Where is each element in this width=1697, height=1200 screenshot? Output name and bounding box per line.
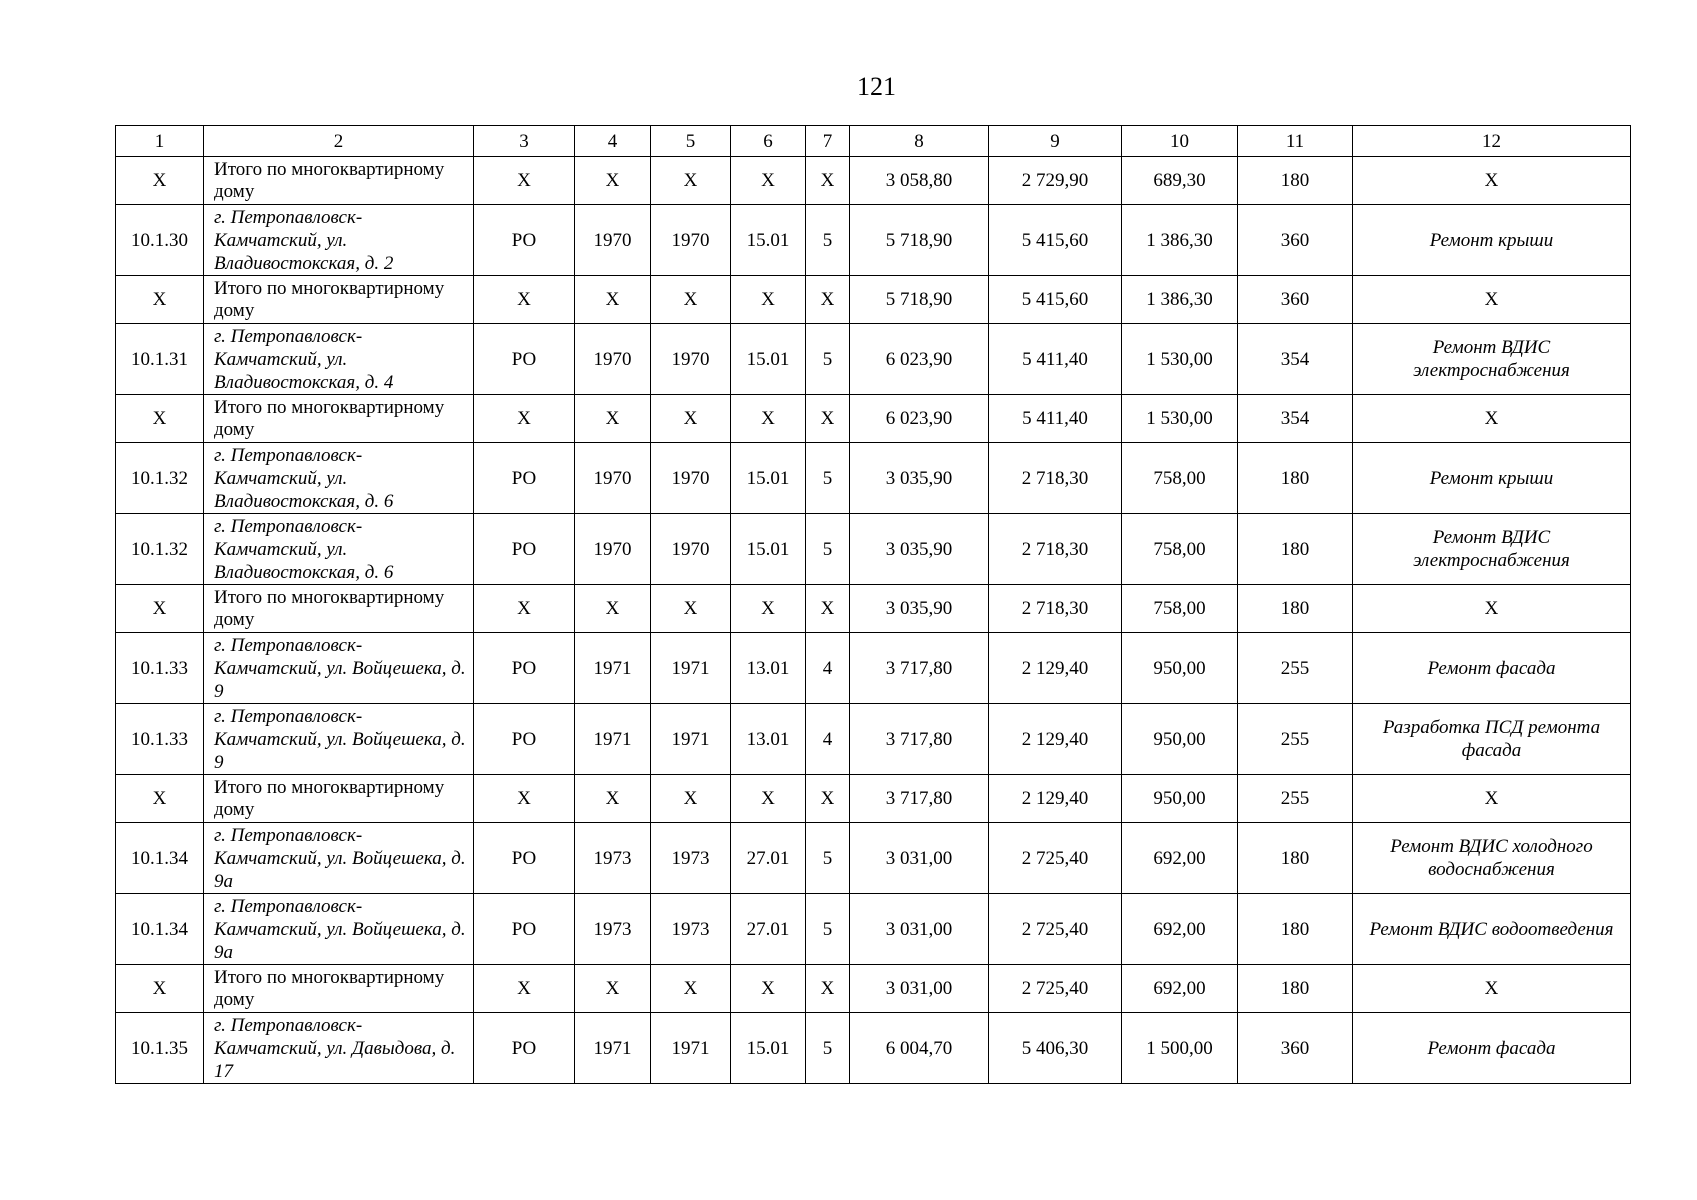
- item-number: 10.1.33: [116, 633, 204, 704]
- total-area: 6 004,70: [850, 1013, 989, 1084]
- table-row: [116, 514, 1631, 585]
- total-area: 3 035,90: [850, 585, 989, 633]
- address: г. Петропавловск-Камчатский, ул. Войцешека, д. 9: [204, 704, 474, 775]
- owner-type: РО: [474, 205, 575, 276]
- cost: 758,00: [1122, 443, 1238, 514]
- commission-year: 1971: [651, 704, 731, 775]
- build-year: X: [575, 965, 651, 1013]
- owner-type: РО: [474, 823, 575, 894]
- table-row: [116, 894, 1631, 965]
- column-header: 7: [806, 126, 850, 157]
- column-header: 1: [116, 126, 204, 157]
- living-area: 2 129,40: [989, 704, 1122, 775]
- total-label: Итого по многоквартирному дому: [204, 395, 474, 443]
- floors: 4: [806, 704, 850, 775]
- build-year: X: [575, 395, 651, 443]
- item-number: X: [116, 157, 204, 205]
- column-number-row: [116, 126, 1631, 157]
- table-row: [116, 324, 1631, 395]
- work-type: X: [1353, 276, 1631, 324]
- item-number: 10.1.31: [116, 324, 204, 395]
- owner-type: РО: [474, 324, 575, 395]
- wear-date: X: [731, 965, 806, 1013]
- wear-date: 27.01: [731, 894, 806, 965]
- floors: X: [806, 965, 850, 1013]
- build-year: 1970: [575, 205, 651, 276]
- cost: 758,00: [1122, 514, 1238, 585]
- living-area: 5 411,40: [989, 324, 1122, 395]
- build-year: 1973: [575, 894, 651, 965]
- commission-year: X: [651, 395, 731, 443]
- owner-type: X: [474, 395, 575, 443]
- cost: 689,30: [1122, 157, 1238, 205]
- living-area: 5 415,60: [989, 276, 1122, 324]
- address: г. Петропавловск-Камчатский, ул. Давыдова, д. 17: [204, 1013, 474, 1084]
- commission-year: 1973: [651, 894, 731, 965]
- total-area: 3 031,00: [850, 894, 989, 965]
- table-body: [116, 126, 1631, 1084]
- cost: 1 530,00: [1122, 395, 1238, 443]
- owner-type: РО: [474, 633, 575, 704]
- floors: 5: [806, 324, 850, 395]
- item-number: 10.1.35: [116, 1013, 204, 1084]
- living-area: 5 406,30: [989, 1013, 1122, 1084]
- build-year: 1971: [575, 1013, 651, 1084]
- living-area: 2 718,30: [989, 443, 1122, 514]
- cost: 950,00: [1122, 633, 1238, 704]
- item-number: 10.1.30: [116, 205, 204, 276]
- build-year: 1970: [575, 324, 651, 395]
- wear-date: 15.01: [731, 443, 806, 514]
- duration: 255: [1238, 775, 1353, 823]
- floors: X: [806, 585, 850, 633]
- wear-date: X: [731, 395, 806, 443]
- total-row: [116, 157, 1631, 205]
- total-area: 3 717,80: [850, 704, 989, 775]
- total-label: Итого по многоквартирному дому: [204, 585, 474, 633]
- living-area: 2 129,40: [989, 775, 1122, 823]
- owner-type: X: [474, 276, 575, 324]
- cost: 950,00: [1122, 775, 1238, 823]
- cost: 692,00: [1122, 965, 1238, 1013]
- owner-type: РО: [474, 514, 575, 585]
- commission-year: X: [651, 585, 731, 633]
- total-area: 3 717,80: [850, 633, 989, 704]
- total-label: Итого по многоквартирному дому: [204, 775, 474, 823]
- wear-date: 15.01: [731, 324, 806, 395]
- floors: X: [806, 276, 850, 324]
- duration: 360: [1238, 276, 1353, 324]
- column-header: 12: [1353, 126, 1631, 157]
- work-type: Ремонт фасада: [1353, 633, 1631, 704]
- duration: 354: [1238, 395, 1353, 443]
- duration: 180: [1238, 585, 1353, 633]
- total-area: 3 035,90: [850, 443, 989, 514]
- duration: 180: [1238, 823, 1353, 894]
- duration: 255: [1238, 704, 1353, 775]
- work-type: Ремонт ВДИС электроснабжения: [1353, 324, 1631, 395]
- cost: 950,00: [1122, 704, 1238, 775]
- column-header: 6: [731, 126, 806, 157]
- work-type: X: [1353, 157, 1631, 205]
- floors: X: [806, 395, 850, 443]
- total-label: Итого по многоквартирному дому: [204, 276, 474, 324]
- living-area: 5 415,60: [989, 205, 1122, 276]
- item-number: X: [116, 775, 204, 823]
- wear-date: 13.01: [731, 704, 806, 775]
- work-type: X: [1353, 585, 1631, 633]
- table-row: [116, 633, 1631, 704]
- build-year: X: [575, 585, 651, 633]
- item-number: 10.1.32: [116, 514, 204, 585]
- floors: 5: [806, 443, 850, 514]
- item-number: X: [116, 965, 204, 1013]
- item-number: 10.1.34: [116, 894, 204, 965]
- living-area: 2 725,40: [989, 965, 1122, 1013]
- wear-date: 15.01: [731, 205, 806, 276]
- table-row: [116, 823, 1631, 894]
- total-area: 6 023,90: [850, 324, 989, 395]
- owner-type: X: [474, 157, 575, 205]
- table-row: [116, 443, 1631, 514]
- total-label: Итого по многоквартирному дому: [204, 157, 474, 205]
- commission-year: 1971: [651, 633, 731, 704]
- total-area: 5 718,90: [850, 276, 989, 324]
- address: г. Петропавловск-Камчатский, ул. Войцешека, д. 9а: [204, 894, 474, 965]
- floors: 5: [806, 823, 850, 894]
- total-row: [116, 276, 1631, 324]
- address: г. Петропавловск-Камчатский, ул. Войцешека, д. 9а: [204, 823, 474, 894]
- total-area: 3 717,80: [850, 775, 989, 823]
- wear-date: X: [731, 585, 806, 633]
- address: г. Петропавловск-Камчатский, ул. Владивостокская, д. 4: [204, 324, 474, 395]
- address: г. Петропавловск-Камчатский, ул. Владивостокская, д. 6: [204, 443, 474, 514]
- build-year: 1970: [575, 514, 651, 585]
- duration: 180: [1238, 894, 1353, 965]
- duration: 360: [1238, 205, 1353, 276]
- total-area: 3 031,00: [850, 823, 989, 894]
- total-area: 5 718,90: [850, 205, 989, 276]
- total-label: Итого по многоквартирному дому: [204, 965, 474, 1013]
- owner-type: X: [474, 965, 575, 1013]
- cost: 1 386,30: [1122, 276, 1238, 324]
- wear-date: 15.01: [731, 514, 806, 585]
- total-row: [116, 775, 1631, 823]
- address: г. Петропавловск-Камчатский, ул. Войцешека, д. 9: [204, 633, 474, 704]
- work-type: X: [1353, 965, 1631, 1013]
- duration: 180: [1238, 514, 1353, 585]
- floors: 5: [806, 514, 850, 585]
- build-year: 1970: [575, 443, 651, 514]
- floors: X: [806, 157, 850, 205]
- table-row: [116, 704, 1631, 775]
- column-header: 2: [204, 126, 474, 157]
- floors: 5: [806, 205, 850, 276]
- wear-date: X: [731, 157, 806, 205]
- duration: 255: [1238, 633, 1353, 704]
- item-number: 10.1.32: [116, 443, 204, 514]
- page-number: 121: [857, 72, 896, 101]
- living-area: 2 129,40: [989, 633, 1122, 704]
- owner-type: РО: [474, 894, 575, 965]
- commission-year: X: [651, 775, 731, 823]
- wear-date: 15.01: [731, 1013, 806, 1084]
- work-type: X: [1353, 775, 1631, 823]
- commission-year: X: [651, 965, 731, 1013]
- build-year: X: [575, 157, 651, 205]
- item-number: X: [116, 395, 204, 443]
- cost: 758,00: [1122, 585, 1238, 633]
- item-number: X: [116, 585, 204, 633]
- commission-year: 1970: [651, 205, 731, 276]
- floors: 5: [806, 894, 850, 965]
- work-type: Ремонт крыши: [1353, 205, 1631, 276]
- total-row: [116, 395, 1631, 443]
- duration: 180: [1238, 965, 1353, 1013]
- duration: 180: [1238, 443, 1353, 514]
- build-year: 1973: [575, 823, 651, 894]
- cost: 1 386,30: [1122, 205, 1238, 276]
- total-row: [116, 585, 1631, 633]
- commission-year: 1970: [651, 324, 731, 395]
- commission-year: X: [651, 276, 731, 324]
- column-header: 4: [575, 126, 651, 157]
- work-type: Ремонт ВДИС электроснабжения: [1353, 514, 1631, 585]
- living-area: 2 718,30: [989, 585, 1122, 633]
- commission-year: X: [651, 157, 731, 205]
- column-header: 8: [850, 126, 989, 157]
- owner-type: РО: [474, 1013, 575, 1084]
- work-type: X: [1353, 395, 1631, 443]
- table-row: [116, 205, 1631, 276]
- wear-date: X: [731, 775, 806, 823]
- table-row: [116, 1013, 1631, 1084]
- commission-year: 1973: [651, 823, 731, 894]
- commission-year: 1971: [651, 1013, 731, 1084]
- work-type: Ремонт ВДИС водоотведения: [1353, 894, 1631, 965]
- build-year: X: [575, 775, 651, 823]
- living-area: 2 718,30: [989, 514, 1122, 585]
- total-area: 3 058,80: [850, 157, 989, 205]
- cost: 1 500,00: [1122, 1013, 1238, 1084]
- item-number: X: [116, 276, 204, 324]
- living-area: 2 725,40: [989, 894, 1122, 965]
- duration: 354: [1238, 324, 1353, 395]
- column-header: 5: [651, 126, 731, 157]
- owner-type: РО: [474, 704, 575, 775]
- build-year: 1971: [575, 704, 651, 775]
- total-area: 6 023,90: [850, 395, 989, 443]
- commission-year: 1970: [651, 514, 731, 585]
- build-year: X: [575, 276, 651, 324]
- living-area: 2 725,40: [989, 823, 1122, 894]
- cost: 1 530,00: [1122, 324, 1238, 395]
- work-type: Ремонт крыши: [1353, 443, 1631, 514]
- floors: X: [806, 775, 850, 823]
- floors: 4: [806, 633, 850, 704]
- duration: 360: [1238, 1013, 1353, 1084]
- wear-date: X: [731, 276, 806, 324]
- total-area: 3 031,00: [850, 965, 989, 1013]
- repair-program-table: [115, 125, 1631, 1084]
- cost: 692,00: [1122, 823, 1238, 894]
- column-header: 3: [474, 126, 575, 157]
- total-row: [116, 965, 1631, 1013]
- living-area: 5 411,40: [989, 395, 1122, 443]
- floors: 5: [806, 1013, 850, 1084]
- owner-type: X: [474, 775, 575, 823]
- wear-date: 27.01: [731, 823, 806, 894]
- work-type: Разработка ПСД ремонта фасада: [1353, 704, 1631, 775]
- wear-date: 13.01: [731, 633, 806, 704]
- duration: 180: [1238, 157, 1353, 205]
- work-type: Ремонт фасада: [1353, 1013, 1631, 1084]
- cost: 692,00: [1122, 894, 1238, 965]
- owner-type: X: [474, 585, 575, 633]
- address: г. Петропавловск-Камчатский, ул. Владивостокская, д. 2: [204, 205, 474, 276]
- work-type: Ремонт ВДИС холодного водоснабжения: [1353, 823, 1631, 894]
- address: г. Петропавловск-Камчатский, ул. Владивостокская, д. 6: [204, 514, 474, 585]
- living-area: 2 729,90: [989, 157, 1122, 205]
- build-year: 1971: [575, 633, 651, 704]
- total-area: 3 035,90: [850, 514, 989, 585]
- commission-year: 1970: [651, 443, 731, 514]
- item-number: 10.1.33: [116, 704, 204, 775]
- column-header: 11: [1238, 126, 1353, 157]
- column-header: 10: [1122, 126, 1238, 157]
- column-header: 9: [989, 126, 1122, 157]
- item-number: 10.1.34: [116, 823, 204, 894]
- owner-type: РО: [474, 443, 575, 514]
